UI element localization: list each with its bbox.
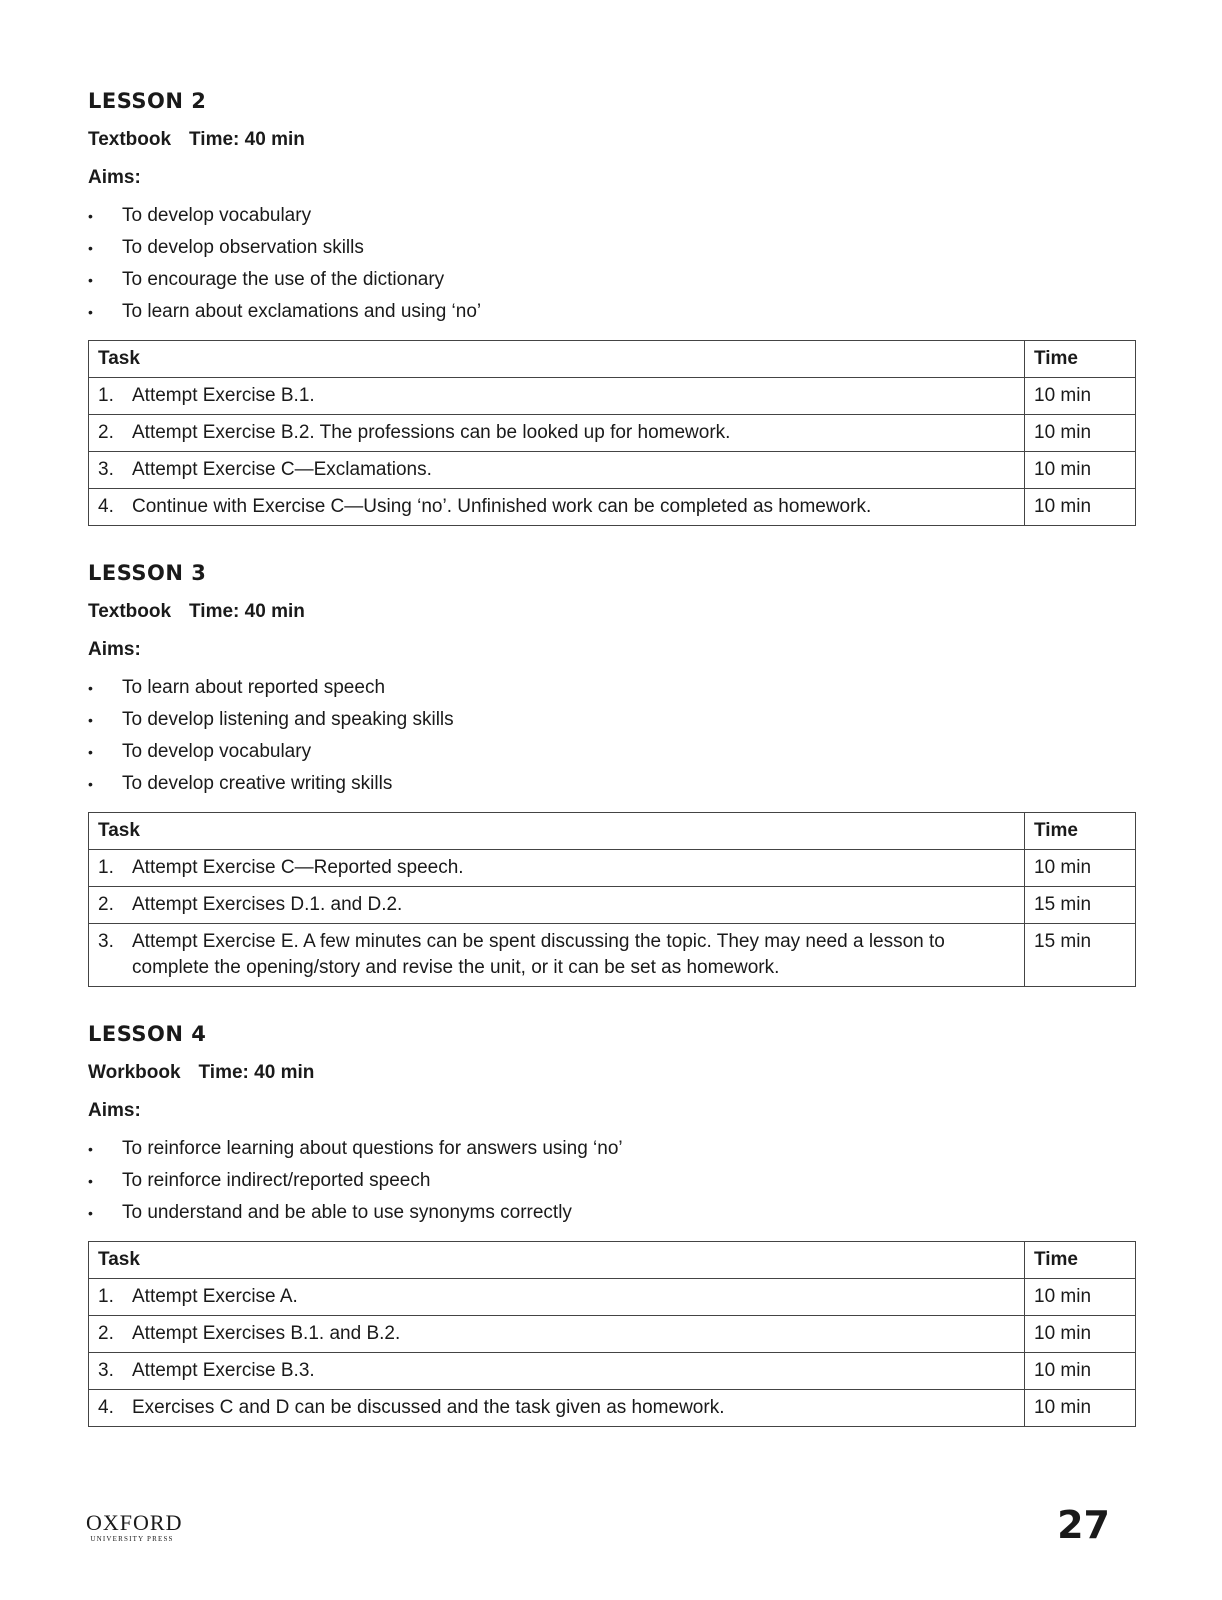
task-description: Continue with Exercise C—Using ‘no’. Unfinished work can be completed as homework.: [132, 496, 872, 517]
aims-label: Aims:: [88, 1100, 141, 1121]
bullet-icon: •: [88, 776, 93, 792]
task-number: 2.: [98, 894, 114, 915]
time-cell: 10 min: [1025, 378, 1136, 415]
task-description: Attempt Exercise C—Reported speech.: [132, 857, 464, 878]
aim-text: To learn about reported speech: [122, 677, 386, 698]
lesson-title: LESSON 3: [88, 561, 207, 585]
aims-label: Aims:: [88, 167, 141, 188]
task-header: Task: [89, 813, 1025, 850]
aim-text: To develop observation skills: [122, 237, 364, 258]
task-description: Attempt Exercise E. A few minutes can be spent discussing the topic. They may need a lesson to complete the opening/story and revise the unit, or it can be set as homework.: [132, 931, 945, 978]
table-row: [89, 850, 1136, 887]
lesson-time: Time: 40 min: [198, 1062, 315, 1083]
task-number: 2.: [98, 422, 114, 443]
aim-item: [88, 1169, 1136, 1201]
lesson-meta: [88, 1061, 1136, 1085]
bullet-icon: •: [88, 240, 93, 256]
task-cell: [89, 1390, 1025, 1427]
aims-list: [88, 1137, 1136, 1233]
task-header: Task: [89, 1242, 1025, 1279]
task-cell: [89, 1279, 1025, 1316]
table-row: [89, 1316, 1136, 1353]
task-number: 4.: [98, 496, 114, 517]
task-number: 3.: [98, 459, 114, 480]
task-description: Attempt Exercises B.1. and B.2.: [132, 1323, 401, 1344]
time-cell: 10 min: [1025, 452, 1136, 489]
task-cell: [89, 452, 1025, 489]
task-description: Attempt Exercise B.3.: [132, 1360, 315, 1381]
aims-label: Aims:: [88, 639, 141, 660]
lesson-book: Workbook: [88, 1062, 181, 1083]
aim-item: [88, 1201, 1136, 1233]
bullet-icon: •: [88, 680, 93, 696]
task-description: Attempt Exercise C—Exclamations.: [132, 459, 432, 480]
time-cell: 15 min: [1025, 887, 1136, 924]
time-cell: 10 min: [1025, 1390, 1136, 1427]
table-row: [89, 924, 1136, 987]
aim-text: To develop vocabulary: [122, 741, 312, 762]
bullet-icon: •: [88, 1141, 93, 1157]
lesson-meta: [88, 600, 1136, 624]
lesson-meta: [88, 128, 1136, 152]
aim-item: [88, 772, 1136, 804]
page-content: [88, 88, 1136, 1461]
aims-list: [88, 204, 1136, 332]
time-header: Time: [1025, 813, 1136, 850]
task-number: 1.: [98, 1286, 114, 1307]
table-row: [89, 1390, 1136, 1427]
task-number: 3.: [98, 1360, 114, 1381]
aims-list: [88, 676, 1136, 804]
task-number: 3.: [98, 931, 114, 952]
task-cell: [89, 378, 1025, 415]
task-number: 1.: [98, 385, 114, 406]
lesson-section: [88, 1021, 1136, 1427]
table-header-row: [89, 1242, 1136, 1279]
task-cell: [89, 1316, 1025, 1353]
logo-wordmark: OXFORD: [86, 1510, 183, 1535]
lesson-time: Time: 40 min: [189, 129, 305, 150]
lesson-book: Textbook: [88, 601, 172, 622]
lesson-section: [88, 560, 1136, 987]
aim-item: [88, 740, 1136, 772]
lesson-title: LESSON 4: [88, 1022, 207, 1046]
bullet-icon: •: [88, 1205, 93, 1221]
task-cell: [89, 415, 1025, 452]
table-row: [89, 887, 1136, 924]
lesson-book: Textbook: [88, 129, 172, 150]
table-row: [89, 452, 1136, 489]
time-cell: 10 min: [1025, 1316, 1136, 1353]
task-description: Attempt Exercise B.2. The professions can be looked up for homework.: [132, 422, 731, 443]
bullet-icon: •: [88, 304, 93, 320]
task-table: [88, 812, 1136, 987]
lesson-section: [88, 88, 1136, 526]
task-table: [88, 1241, 1136, 1427]
time-cell: 10 min: [1025, 415, 1136, 452]
aim-item: [88, 236, 1136, 268]
aim-text: To understand and be able to use synonyms correctly: [122, 1202, 572, 1223]
table-header-row: [89, 341, 1136, 378]
bullet-icon: •: [88, 1173, 93, 1189]
task-header: Task: [89, 341, 1025, 378]
aim-item: [88, 708, 1136, 740]
task-cell: [89, 887, 1025, 924]
task-description: Attempt Exercises D.1. and D.2.: [132, 894, 403, 915]
bullet-icon: •: [88, 208, 93, 224]
time-header: Time: [1025, 341, 1136, 378]
time-cell: 10 min: [1025, 850, 1136, 887]
lesson-time: Time: 40 min: [189, 601, 305, 622]
bullet-icon: •: [88, 712, 93, 728]
aim-item: [88, 300, 1136, 332]
lesson-title: LESSON 2: [88, 89, 207, 113]
task-description: Attempt Exercise A.: [132, 1286, 298, 1307]
logo-subtitle: UNIVERSITY PRESS: [90, 1535, 174, 1543]
aim-text: To reinforce learning about questions for answers using ‘no’: [122, 1138, 623, 1159]
aim-text: To develop vocabulary: [122, 205, 312, 226]
table-header-row: [89, 813, 1136, 850]
aim-text: To develop creative writing skills: [122, 773, 393, 794]
time-cell: 15 min: [1025, 924, 1136, 987]
task-cell: [89, 924, 1025, 987]
page-number: 27: [1057, 1503, 1110, 1547]
aim-item: [88, 204, 1136, 236]
table-row: [89, 378, 1136, 415]
table-row: [89, 1279, 1136, 1316]
aim-text: To encourage the use of the dictionary: [122, 269, 445, 290]
time-header: Time: [1025, 1242, 1136, 1279]
publisher-logo: [86, 1510, 183, 1544]
time-cell: 10 min: [1025, 1353, 1136, 1390]
task-number: 4.: [98, 1397, 114, 1418]
bullet-icon: •: [88, 272, 93, 288]
task-cell: [89, 850, 1025, 887]
aim-text: To learn about exclamations and using ‘no’: [122, 301, 482, 322]
time-cell: 10 min: [1025, 489, 1136, 526]
table-row: [89, 1353, 1136, 1390]
task-number: 2.: [98, 1323, 114, 1344]
task-description: Attempt Exercise B.1.: [132, 385, 315, 406]
aim-item: [88, 676, 1136, 708]
task-cell: [89, 1353, 1025, 1390]
aim-text: To reinforce indirect/reported speech: [122, 1170, 431, 1191]
aim-text: To develop listening and speaking skills: [122, 709, 454, 730]
aim-item: [88, 1137, 1136, 1169]
task-description: Exercises C and D can be discussed and the task given as homework.: [132, 1397, 725, 1418]
task-number: 1.: [98, 857, 114, 878]
time-cell: 10 min: [1025, 1279, 1136, 1316]
table-row: [89, 489, 1136, 526]
bullet-icon: •: [88, 744, 93, 760]
task-table: [88, 340, 1136, 526]
task-cell: [89, 489, 1025, 526]
table-row: [89, 415, 1136, 452]
aim-item: [88, 268, 1136, 300]
